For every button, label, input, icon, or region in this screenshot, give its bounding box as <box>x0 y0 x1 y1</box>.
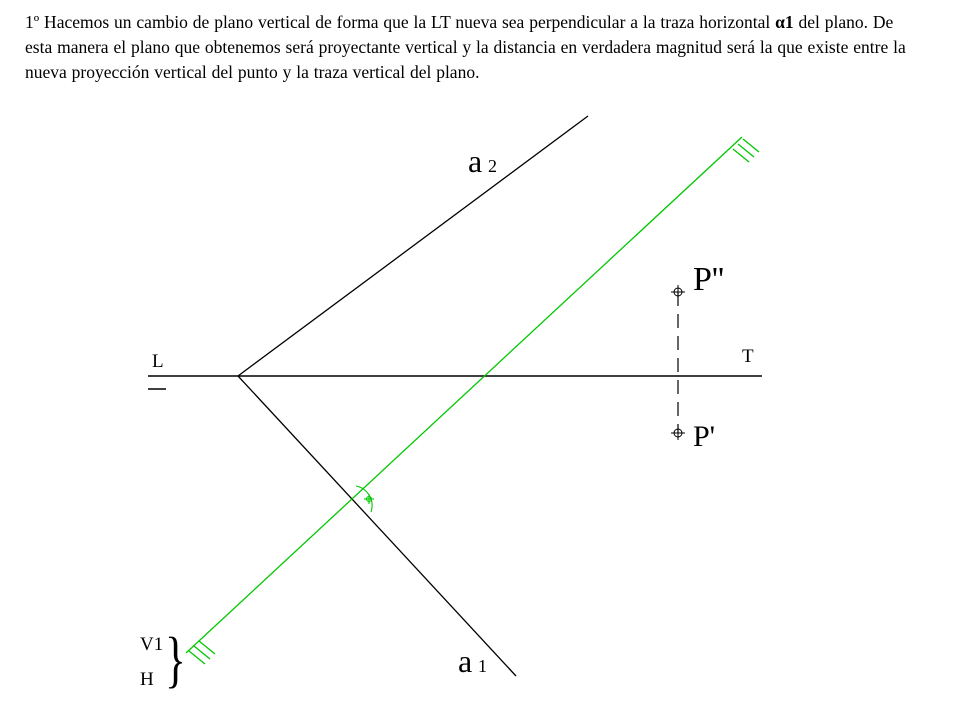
point-v-marker <box>671 285 685 299</box>
label-p-prime: P' <box>693 420 716 453</box>
new-ground-line-bottom-marks <box>189 641 215 664</box>
alpha1-symbol: α1 <box>775 12 794 32</box>
label-a1-letter: a <box>458 643 473 679</box>
label-l: L <box>152 351 164 372</box>
label-a2-sub: 2 <box>488 156 497 176</box>
new-ground-line <box>186 137 742 653</box>
point-h-marker <box>671 426 685 440</box>
label-p-double-prime: P'' <box>693 261 725 298</box>
instruction-part1: 1º Hacemos un cambio de plano vertical de forma que la LT nueva sea perpendicular a la traza horizontal <box>25 12 776 32</box>
vertical-trace-a2 <box>238 116 588 376</box>
label-a2-letter: a <box>468 143 483 179</box>
label-t: T <box>742 346 754 367</box>
label-v1: V1 <box>140 634 164 655</box>
label-a1-sub: 1 <box>478 656 487 676</box>
horizontal-trace-a1 <box>238 376 516 676</box>
plane-change-brace: } <box>164 624 186 694</box>
perpendicular-mark <box>356 486 374 512</box>
label-h: H <box>140 669 154 690</box>
instruction-part2: del plano. De esta manera el plano que obtenemos será proyectante vertical y la distancia en verdadera magnitud será la que existe entre la nueva proyección vertical del punto y la traza vertical del plano. <box>25 12 906 82</box>
